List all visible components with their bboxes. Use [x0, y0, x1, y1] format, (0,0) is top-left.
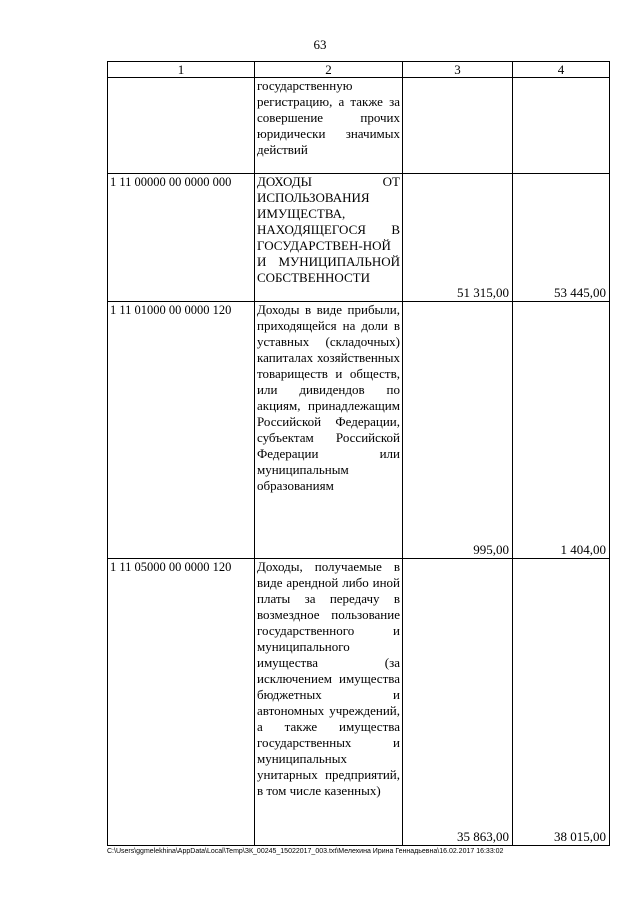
row-name: государственную регистрацию, а также за совершение прочих юридически значимых действий	[255, 78, 403, 174]
page-number: 63	[313, 37, 327, 52]
row-amount-col4: 53 445,00	[513, 174, 610, 302]
row-amount-col3: 35 863,00	[403, 559, 513, 846]
row-amount-col4	[513, 78, 610, 174]
budget-table	[107, 61, 610, 846]
row-name: ДОХОДЫ ОТ ИСПОЛЬЗОВАНИЯ ИМУЩЕСТВА, НАХОДЯЩЕГОСЯ В ГОСУДАРСТВЕН-НОЙ И МУНИЦИПАЛЬНОЙ СОБСТВЕННОСТИ	[255, 174, 403, 302]
table-header-row	[108, 62, 610, 78]
column-header-2: 2	[255, 62, 403, 78]
row-amount-col4: 38 015,00	[513, 559, 610, 846]
row-amount-col3: 995,00	[403, 302, 513, 559]
row-amount-col3: 51 315,00	[403, 174, 513, 302]
column-header-3: 3	[403, 62, 513, 78]
table-row	[108, 174, 610, 302]
row-amount-col4: 1 404,00	[513, 302, 610, 559]
table-row	[108, 559, 610, 846]
row-code: 1 11 00000 00 0000 000	[108, 174, 255, 302]
column-header-4: 4	[513, 62, 610, 78]
row-code	[108, 78, 255, 174]
row-code: 1 11 01000 00 0000 120	[108, 302, 255, 559]
table-row	[108, 302, 610, 559]
row-code: 1 11 05000 00 0000 120	[108, 559, 255, 846]
row-amount-col3	[403, 78, 513, 174]
file-path-footer: C:\Users\ggmelekhina\AppData\Local\Temp\ЗК_00245_15022017_003.txt\Мелехина Ирина Геннадьевна\16.02.2017 16:33:02	[107, 848, 504, 855]
column-header-1: 1	[108, 62, 255, 78]
table-row	[108, 78, 610, 174]
row-name: Доходы, получаемые в виде арендной либо иной платы за передачу в возмездное пользование государственного и муниципального имущества (за исключением имущества бюджетных и автономных учреждений, а также имущества государственных и муниципальных унитарных предприятий, в том числе казенных)	[255, 559, 403, 846]
row-name: Доходы в виде прибыли, приходящейся на доли в уставных (складочных) капиталах хозяйственных товариществ и обществ, или дивидендов по акциям, принадлежащим Российской Федерации, субъектам Российской Федерации или муниципальным образованиям	[255, 302, 403, 559]
